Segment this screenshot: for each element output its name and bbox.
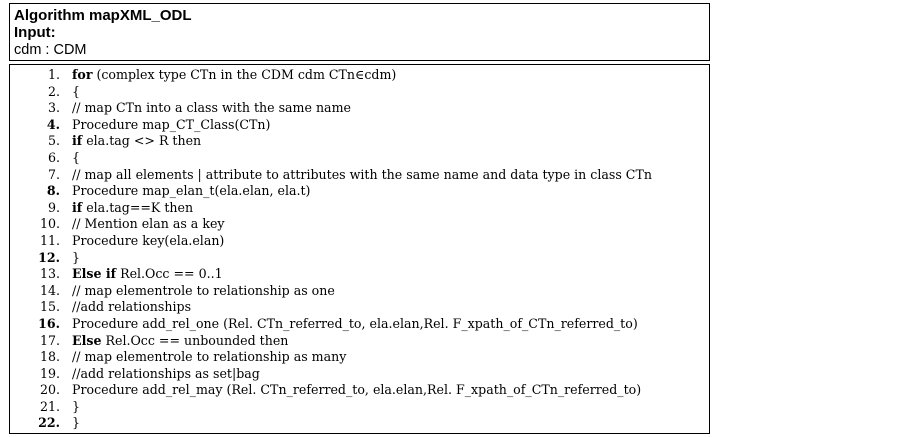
code-text	[72, 316, 638, 333]
line-number: 15.	[39, 299, 60, 315]
code-line	[10, 333, 709, 350]
line-number: 7.	[47, 166, 60, 182]
statement: }	[72, 249, 81, 265]
statement: ela.tag <> R then	[82, 133, 202, 149]
line-number: 13.	[39, 266, 60, 282]
statement: Procedure add_rel_may (Rel. CTn_referred_to, ela.elan,Rel. F_xpath_of_CTn_referred_to)	[72, 382, 642, 398]
statement: (complex type CTn in the CDM cdm CTn∈cdm)	[92, 67, 397, 82]
line-number: 20.	[39, 382, 60, 398]
statement: // Mention elan as a key	[72, 216, 225, 232]
line-number: 3.	[47, 100, 60, 116]
code-line	[10, 117, 709, 134]
code-text	[72, 415, 80, 432]
statement: // map elementrole to relationship as many	[72, 349, 347, 365]
code-line	[10, 382, 709, 399]
line-number: 19.	[39, 365, 60, 381]
code-line	[10, 84, 709, 101]
algorithm-title: Algorithm mapXML_ODL	[14, 7, 192, 24]
statement: // map CTn into a class with the same name	[72, 100, 351, 116]
keyword: Else	[72, 332, 102, 348]
line-number: 1.	[47, 67, 60, 82]
line-number: 12.	[38, 249, 60, 265]
line-number: 16.	[38, 315, 60, 331]
code-line	[10, 200, 709, 217]
statement: // map elementrole to relationship as one	[72, 282, 335, 298]
line-number: 5.	[47, 133, 60, 149]
input-signature: cdm : CDM	[14, 42, 87, 58]
statement: Procedure map_elan_t(ela.elan, ela.t)	[72, 183, 311, 199]
line-number: 21.	[39, 398, 60, 414]
code-text	[72, 283, 335, 300]
code-text	[72, 366, 260, 383]
statement: }	[72, 415, 81, 431]
code-line	[10, 316, 709, 333]
line-number: 2.	[47, 83, 60, 99]
line-number: 6.	[47, 149, 60, 165]
code-text	[72, 133, 201, 150]
line-number: 18.	[39, 349, 60, 365]
line-number: 10.	[39, 216, 60, 232]
keyword: for	[72, 67, 93, 82]
line-number: 9.	[47, 199, 60, 215]
keyword: if	[72, 199, 83, 215]
code-text	[72, 382, 641, 399]
code-line	[10, 216, 709, 233]
code-text	[72, 183, 310, 200]
statement: Rel.Occ == 0..1	[116, 266, 223, 282]
keyword: if	[72, 133, 83, 149]
statement: Rel.Occ == unbounded then	[101, 332, 289, 348]
code-line	[10, 250, 709, 267]
code-text	[72, 250, 80, 267]
code-line	[10, 299, 709, 316]
code-text	[72, 167, 652, 184]
line-number: 11.	[39, 232, 60, 248]
line-number: 17.	[39, 332, 60, 348]
code-text	[72, 299, 191, 316]
code-line	[10, 366, 709, 383]
code-line	[10, 415, 709, 432]
code-text	[72, 349, 346, 366]
statement: //add relationships	[72, 299, 192, 315]
code-text	[72, 216, 225, 233]
statement: // map all elements | attribute to attributes with the same name and data type in class CTn	[72, 166, 652, 182]
algorithm-header	[9, 3, 710, 61]
code-line	[10, 67, 709, 84]
line-number: 4.	[46, 116, 60, 132]
statement: Procedure key(ela.elan)	[72, 232, 225, 248]
line-number: 14.	[39, 282, 60, 298]
line-number: 22.	[38, 415, 60, 431]
code-line	[10, 233, 709, 250]
code-line	[10, 266, 709, 283]
code-line	[10, 183, 709, 200]
code-text	[72, 117, 270, 134]
line-number: 8.	[46, 183, 60, 199]
statement: Procedure map_CT_Class(CTn)	[72, 116, 271, 132]
code-text	[72, 84, 80, 101]
code-line	[10, 167, 709, 184]
code-text	[72, 100, 351, 117]
code-text	[72, 333, 288, 350]
code-text	[72, 233, 224, 250]
algorithm-body	[9, 64, 710, 434]
statement: {	[72, 149, 81, 165]
statement: //add relationships as set|bag	[72, 365, 260, 381]
code-line	[10, 399, 709, 416]
code-line	[10, 100, 709, 117]
statement: }	[72, 398, 81, 414]
code-text	[72, 266, 223, 283]
code-line	[10, 133, 709, 150]
code-text	[72, 67, 396, 84]
input-label: Input:	[14, 24, 56, 41]
code-line	[10, 150, 709, 167]
code-line	[10, 283, 709, 300]
code-text	[72, 150, 80, 167]
statement: Procedure add_rel_one (Rel. CTn_referred_to, ela.elan,Rel. F_xpath_of_CTn_referred_to)	[72, 315, 638, 331]
keyword: Else if	[72, 266, 117, 282]
code-text	[72, 399, 80, 416]
statement: ela.tag==K then	[82, 199, 194, 215]
code-text	[72, 200, 193, 217]
code-line	[10, 349, 709, 366]
statement: {	[72, 83, 81, 99]
